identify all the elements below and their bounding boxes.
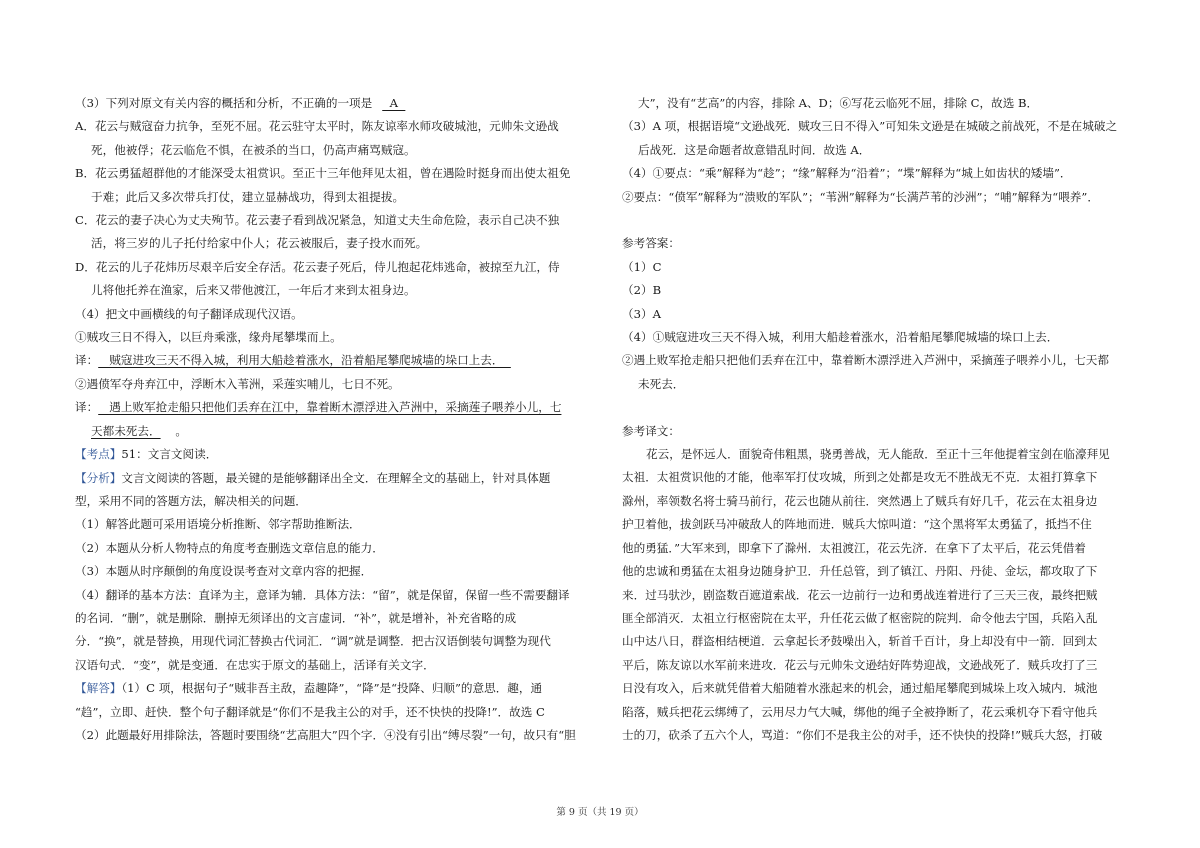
jieda-label: 【解答】 [75, 681, 122, 696]
option-d: D．花云的儿子花炜历尽艰辛后安全存活。花云妻子死后，侍儿抱起花炜逃命，被掠至九江，侍 [75, 259, 560, 274]
translation-line: 匪全部消灭．太祖立行枢密院在太平，升任花云做了枢密院的院判．命令他去宁国，兵陷入乱 [622, 610, 1098, 625]
spacer [622, 396, 1152, 419]
sentence-1: ①贼攻三日不得入，以巨舟乘涨，缘舟尾攀堞而上。 [75, 330, 342, 345]
translation-line: 太祖．太祖赏识他的才能，他率军打仗攻城，所到之处都是攻无不胜战无不克．太祖打算拿下 [622, 470, 1098, 485]
translation-line: 士的刀，砍杀了五六个人，骂道：“你们不是我主公的对手，还不快快的投降!”贼兵大怒，打破 [622, 727, 1103, 742]
fenxi-label: 【分析】 [75, 470, 122, 485]
option-d-cont: 儿将他托养在渔家，后来又带他渡江，一年后才来到太祖身边。 [91, 283, 416, 298]
fenxi [75, 467, 613, 490]
translation-title: 参考译文： [622, 423, 680, 438]
translation-line: 滁州，率领数名将士骑马前行，花云也随从前往．突然遇上了贼兵有好几千，花云在太祖身边 [622, 493, 1098, 508]
q3-stem-text: （3）下列对原文有关内容的概括和分析，不正确的一项是 [75, 96, 373, 110]
translation-1 [75, 349, 613, 372]
translation-2-text: 遇上败军抢走船只把他们丢弃在江中，靠着断木漂浮进入芦洲中，采摘莲子喂养小儿，七 [98, 400, 562, 415]
kaodian-text: 51：文言文阅读． [121, 447, 218, 462]
translation-2 [75, 396, 613, 419]
option-a: A．花云与贼寇奋力抗争，至死不屈。花云驻守太平时，陈友谅率水师攻破城池，元帅朱文逊战 [75, 119, 559, 134]
jieda-point-3: （3）A 项，根据语境“文逊战死．贼攻三日不得入”可知朱文逊是在城破之前战死，不是在城破之 [622, 119, 1118, 134]
fenxi-point-4-cont-1: 的名词．“删”，就是删除．删掉无须译出的文言虚词．“补”，就是增补，补充省略的成 [75, 610, 517, 625]
kaodian [75, 443, 613, 466]
q4-stem: （4）把文中画横线的句子翻译成现代汉语。 [75, 306, 303, 321]
answer-title: 参考答案： [622, 236, 680, 251]
q3-stem [75, 92, 613, 115]
sentence-2: ②遇偾军夺舟弃江中，浮断木入苇洲，采莲实哺儿，七日不死。 [75, 376, 400, 391]
translation-line: 陷落，贼兵把花云绑缚了，云用尽力气大喊，绑他的绳子全被挣断了，花云乘机夺下看守他兵 [622, 704, 1098, 719]
translation-line: 平后，陈友谅以水军前来进攻．花云与元帅朱文逊结好阵势迎战，文逊战死了．贼兵攻打了三 [622, 657, 1098, 672]
translation-line: 护卫着他，拔剑跃马冲破敌人的阵地而进．贼兵大惊叫道：“这个黑将军太勇猛了，抵挡不住 [622, 517, 1092, 532]
fenxi-point-1: （1）解答此题可采用语境分析推断、邻字帮助推断法． [75, 517, 361, 532]
translation-2-text-cont: 天都未死去． [91, 423, 161, 438]
page-footer: 第 9 页（共 19 页） [556, 807, 644, 818]
jieda-point-3-cont: 后战死．这是命题者故意错乱时间．故选 A． [638, 142, 871, 157]
answer-5-cont: 未死去． [638, 376, 685, 391]
fenxi-text: 文言文阅读的答题，最关键的是能够翻译出全文．在理解全文的基础上，针对具体题 [121, 470, 551, 485]
translation-line: 来．过马驮沙，剧盗数百遮道索战．花云一边前行一边和勇战连着进行了三天三夜，最终把贼 [622, 587, 1098, 602]
right-column [622, 92, 1152, 747]
translation-line: 他的勇猛．”大军来到，即拿下了滁州．太祖渡江，花云先济．在拿下了太平后，花云凭借着 [622, 540, 1086, 555]
option-a-cont: 死，他被俘；花云临危不惧，在被杀的当口，仍高声痛骂贼寇。 [91, 142, 416, 157]
jieda-point-4b: ②要点：“偾军”解释为“溃败的军队”；“苇洲”解释为“长满芦苇的沙洲”；“哺”解释为“喂养”． [622, 189, 1099, 204]
q3-answer-blank: A [382, 96, 406, 110]
answer-5: ②遇上败军抢走船只把他们丢弃在江中，靠着断木漂浮进入芦洲中，采摘莲子喂养小儿，七天都 [622, 353, 1109, 368]
translation-2-label: 译： [75, 400, 99, 415]
fenxi-point-4-cont-3: 汉语句式．“变”，就是变通．在忠实于原文的基础上，活译有关文字． [75, 657, 435, 672]
option-c: C．花云的妻子决心为丈夫殉节。花云妻子看到战况紧急，知道丈夫生命危险，表示自己决不独 [75, 213, 560, 228]
translation-1-label: 译： [75, 353, 99, 368]
translation-1-text: 贼寇进攻三天不得入城，利用大船趁着涨水，沿着船尾攀爬城墙的垛口上去． [98, 353, 511, 368]
option-b-cont: 于难；此后又多次带兵打仗，建立显赫战功，得到太祖提拔。 [91, 189, 405, 204]
translation-2-end: 。 [160, 423, 187, 438]
answer-3: （3）A [622, 306, 661, 321]
fenxi-point-2: （2）本题从分析人物特点的角度考查删选文章信息的能力． [75, 540, 384, 555]
translation-2-cont [75, 420, 613, 443]
translation-line: 花云，是怀远人．面貌奇伟粗黑，骁勇善战，无人能敌．至正十三年他提着宝剑在临濠拜见 [646, 447, 1110, 462]
translation-line: 他的忠诚和勇猛在太祖身边随身护卫．升任总管，到了镇江、丹阳、丹徒、金坛，都攻取了下 [622, 564, 1098, 579]
jieda-point-2-cont: 大”，没有“艺高”的内容，排除 A、D；⑥写花云临死不屈，排除 C，故选 B． [638, 96, 1039, 110]
answer-4: （4）①贼寇进攻三天不得入城，利用大船趁着涨水，沿着船尾攀爬城墙的垛口上去． [622, 330, 1059, 345]
jieda-point-2: （2）此题最好用排除法，答题时要围绕“艺高胆大”四个字．④没有引出“缚尽裂”一句，故只有“胆 [75, 727, 576, 742]
jieda-text: （1）C 项，根据句子“贼非吾主敌，盍趣降”，“降”是“投降、归顺”的意思．趣，通 [121, 681, 543, 696]
translation-line: 日没有攻入，后来就凭借着大船随着水涨起来的机会，通过船尾攀爬到城垛上攻入城内．城池 [622, 681, 1098, 696]
fenxi-cont: 型，采用不同的答题方法，解决相关的问题． [75, 493, 307, 508]
spacer [622, 209, 1152, 232]
kaodian-label: 【考点】 [75, 447, 122, 462]
fenxi-point-3: （3）本题从时序颠倒的角度设误考查对文章内容的把握． [75, 564, 373, 579]
answer-1: （1）C [622, 259, 662, 274]
jieda-point-4: （4）①要点：“乘”解释为“趁”；“缘”解释为“沿着”；“堞”解释为“城上如齿状的矮墙”． [622, 166, 1072, 181]
option-c-cont: 活，将三岁的儿子托付给家中仆人；花云被服后，妻子投水而死。 [91, 236, 428, 251]
option-b: B．花云勇猛超群他的才能深受太祖赏识。至正十三年他拜见太祖，曾在遇险时挺身而出使太祖免 [75, 166, 571, 181]
fenxi-point-4: （4）翻译的基本方法：直译为主，意译为辅．具体方法：“留”，就是保留，保留一些不需要翻译 [75, 587, 570, 602]
answer-2: （2）B [622, 283, 662, 298]
jieda-cont: “趋”，立即、赶快．整个句子翻译就是“你们不是我主公的对手，还不快快的投降!”．故选 C [75, 704, 545, 719]
jieda [75, 677, 613, 700]
translation-line: 山中达八日，群盗相结梗道．云拿起长矛鼓噪出入，斩首千百计，身上却没有中一箭．回到太 [622, 634, 1098, 649]
left-column [75, 92, 613, 747]
fenxi-point-4-cont-2: 分．“换”，就是替换，用现代词汇替换古代词汇．“调”就是调整．把古汉语倒装句调整为现代 [75, 634, 551, 649]
